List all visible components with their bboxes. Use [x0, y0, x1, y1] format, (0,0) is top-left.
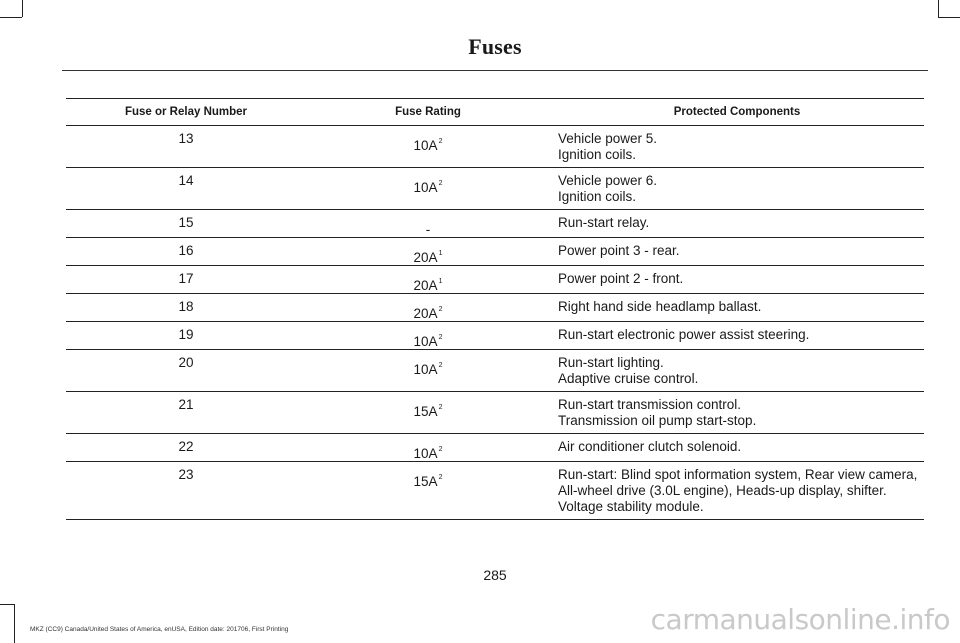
- protected-component: Ignition coils.: [558, 147, 637, 162]
- footnote-marker: 2: [438, 180, 443, 187]
- protected-component: Run-start relay.: [558, 215, 650, 230]
- fuse-number-cell: [66, 322, 306, 350]
- fuse-number: 23: [178, 467, 194, 482]
- fuse-number: 22: [178, 439, 194, 454]
- protected-component: Vehicle power 5.: [558, 131, 658, 146]
- protected-component: Vehicle power 6.: [558, 173, 658, 188]
- column-header-rating: Fuse Rating: [306, 99, 550, 126]
- title-rule: [62, 70, 928, 71]
- table-row: [66, 350, 924, 392]
- crop-mark: [0, 17, 22, 18]
- footnote-marker: 2: [438, 474, 443, 481]
- table-row: [66, 266, 924, 294]
- footnote-marker: 2: [438, 306, 443, 313]
- crop-mark: [938, 17, 960, 18]
- footnote-marker: 2: [438, 138, 443, 145]
- footnote-marker: 2: [438, 362, 443, 369]
- protected-components-cell: [550, 126, 924, 168]
- fuse-number: 13: [178, 131, 194, 146]
- fuse-number: 18: [178, 299, 194, 314]
- protected-component: Run-start transmission control.: [558, 397, 742, 412]
- fuse-rating-cell: [306, 462, 550, 520]
- footnote-marker: 2: [438, 404, 443, 411]
- protected-components-cell: [550, 462, 924, 520]
- protected-components-cell: [550, 350, 924, 392]
- protected-component: Ignition coils.: [558, 189, 637, 204]
- page-number: 285: [483, 567, 507, 583]
- table-row: [66, 322, 924, 350]
- protected-components-cell: [550, 434, 924, 462]
- fuse-rating: -: [425, 222, 431, 237]
- fuse-number: 15: [178, 215, 194, 230]
- fuse-rating: 20A: [413, 306, 438, 321]
- table-row: [66, 434, 924, 462]
- fuse-table: [66, 98, 924, 520]
- table-header-row: [66, 99, 924, 126]
- fuse-rating-cell: [306, 266, 550, 294]
- fuse-rating-cell: [306, 434, 550, 462]
- protected-component: Transmission oil pump start-stop.: [558, 413, 757, 428]
- protected-component: Power point 2 - front.: [558, 271, 684, 286]
- protected-component: Right hand side headlamp ballast.: [558, 299, 762, 314]
- fuse-number-cell: [66, 126, 306, 168]
- crop-mark: [22, 0, 23, 17]
- protected-components-cell: [550, 294, 924, 322]
- fuse-rating-cell: [306, 322, 550, 350]
- footnote-marker: 2: [438, 334, 443, 341]
- fuse-number-cell: [66, 350, 306, 392]
- table-row: [66, 294, 924, 322]
- fuse-rating-cell: [306, 168, 550, 210]
- protected-components-cell: [550, 210, 924, 238]
- footnote-marker: 1: [438, 250, 443, 257]
- table-row: [66, 392, 924, 434]
- fuse-rating-cell: [306, 210, 550, 238]
- fuse-rating: 10A: [413, 362, 438, 377]
- protected-component: Run-start lighting.: [558, 355, 664, 370]
- protected-component: Power point 3 - rear.: [558, 243, 680, 258]
- fuse-number-cell: [66, 392, 306, 434]
- fuse-rating: 10A: [413, 446, 438, 461]
- protected-component: Adaptive cruise control.: [558, 371, 699, 386]
- fuse-rating: 20A: [413, 250, 438, 265]
- column-header-number: Fuse or Relay Number: [66, 99, 306, 126]
- table-row: [66, 238, 924, 266]
- protected-component: Run-start: Blind spot information system, Rear view camera,: [558, 467, 918, 482]
- fuse-rating: 10A: [413, 180, 438, 195]
- fuse-rating: 20A: [413, 278, 438, 293]
- fuse-number-cell: [66, 294, 306, 322]
- protected-component: Run-start electronic power assist steering.: [558, 327, 810, 342]
- fuse-rating-cell: [306, 392, 550, 434]
- footer-text: MKZ (CC9) Canada/United States of America, enUSA, Edition date: 201706, First Printing: [30, 626, 289, 633]
- protected-components-cell: [550, 322, 924, 350]
- fuse-rating: 10A: [413, 334, 438, 349]
- fuse-rating-cell: [306, 238, 550, 266]
- footnote-marker: 1: [438, 278, 443, 285]
- table-row: [66, 210, 924, 238]
- protected-component: Air conditioner clutch solenoid.: [558, 439, 742, 454]
- fuse-number-cell: [66, 266, 306, 294]
- table-row: [66, 462, 924, 520]
- fuse-number-cell: [66, 238, 306, 266]
- fuse-rating-cell: [306, 350, 550, 392]
- fuse-number: 14: [178, 173, 194, 188]
- watermark: carmanualsonline.info: [650, 603, 950, 636]
- fuse-number-cell: [66, 434, 306, 462]
- fuse-rating: 15A: [413, 474, 438, 489]
- protected-components-cell: [550, 238, 924, 266]
- fuse-number-cell: [66, 210, 306, 238]
- fuse-rating-cell: [306, 294, 550, 322]
- table-row: [66, 126, 924, 168]
- protected-component: Voltage stability module.: [558, 499, 704, 514]
- fuse-number: 20: [178, 355, 194, 370]
- fuse-number: 21: [178, 397, 194, 412]
- fuse-number-cell: [66, 168, 306, 210]
- protected-components-cell: [550, 266, 924, 294]
- crop-mark: [0, 604, 14, 605]
- fuse-rating-cell: [306, 126, 550, 168]
- page-title: Fuses: [468, 34, 522, 59]
- footnote-marker: 2: [438, 446, 443, 453]
- fuse-rating: 10A: [413, 138, 438, 153]
- fuse-number-cell: [66, 462, 306, 520]
- table-body: [66, 126, 924, 520]
- protected-components-cell: [550, 168, 924, 210]
- fuse-number: 19: [178, 327, 194, 342]
- fuse-rating: 15A: [413, 404, 438, 419]
- fuse-number: 16: [178, 243, 194, 258]
- table-row: [66, 168, 924, 210]
- protected-component: All-wheel drive (3.0L engine), Heads-up display, shifter.: [558, 483, 887, 498]
- column-header-components: Protected Components: [550, 99, 924, 126]
- fuse-number: 17: [178, 271, 194, 286]
- crop-mark: [14, 604, 15, 643]
- protected-components-cell: [550, 392, 924, 434]
- crop-mark: [938, 0, 939, 17]
